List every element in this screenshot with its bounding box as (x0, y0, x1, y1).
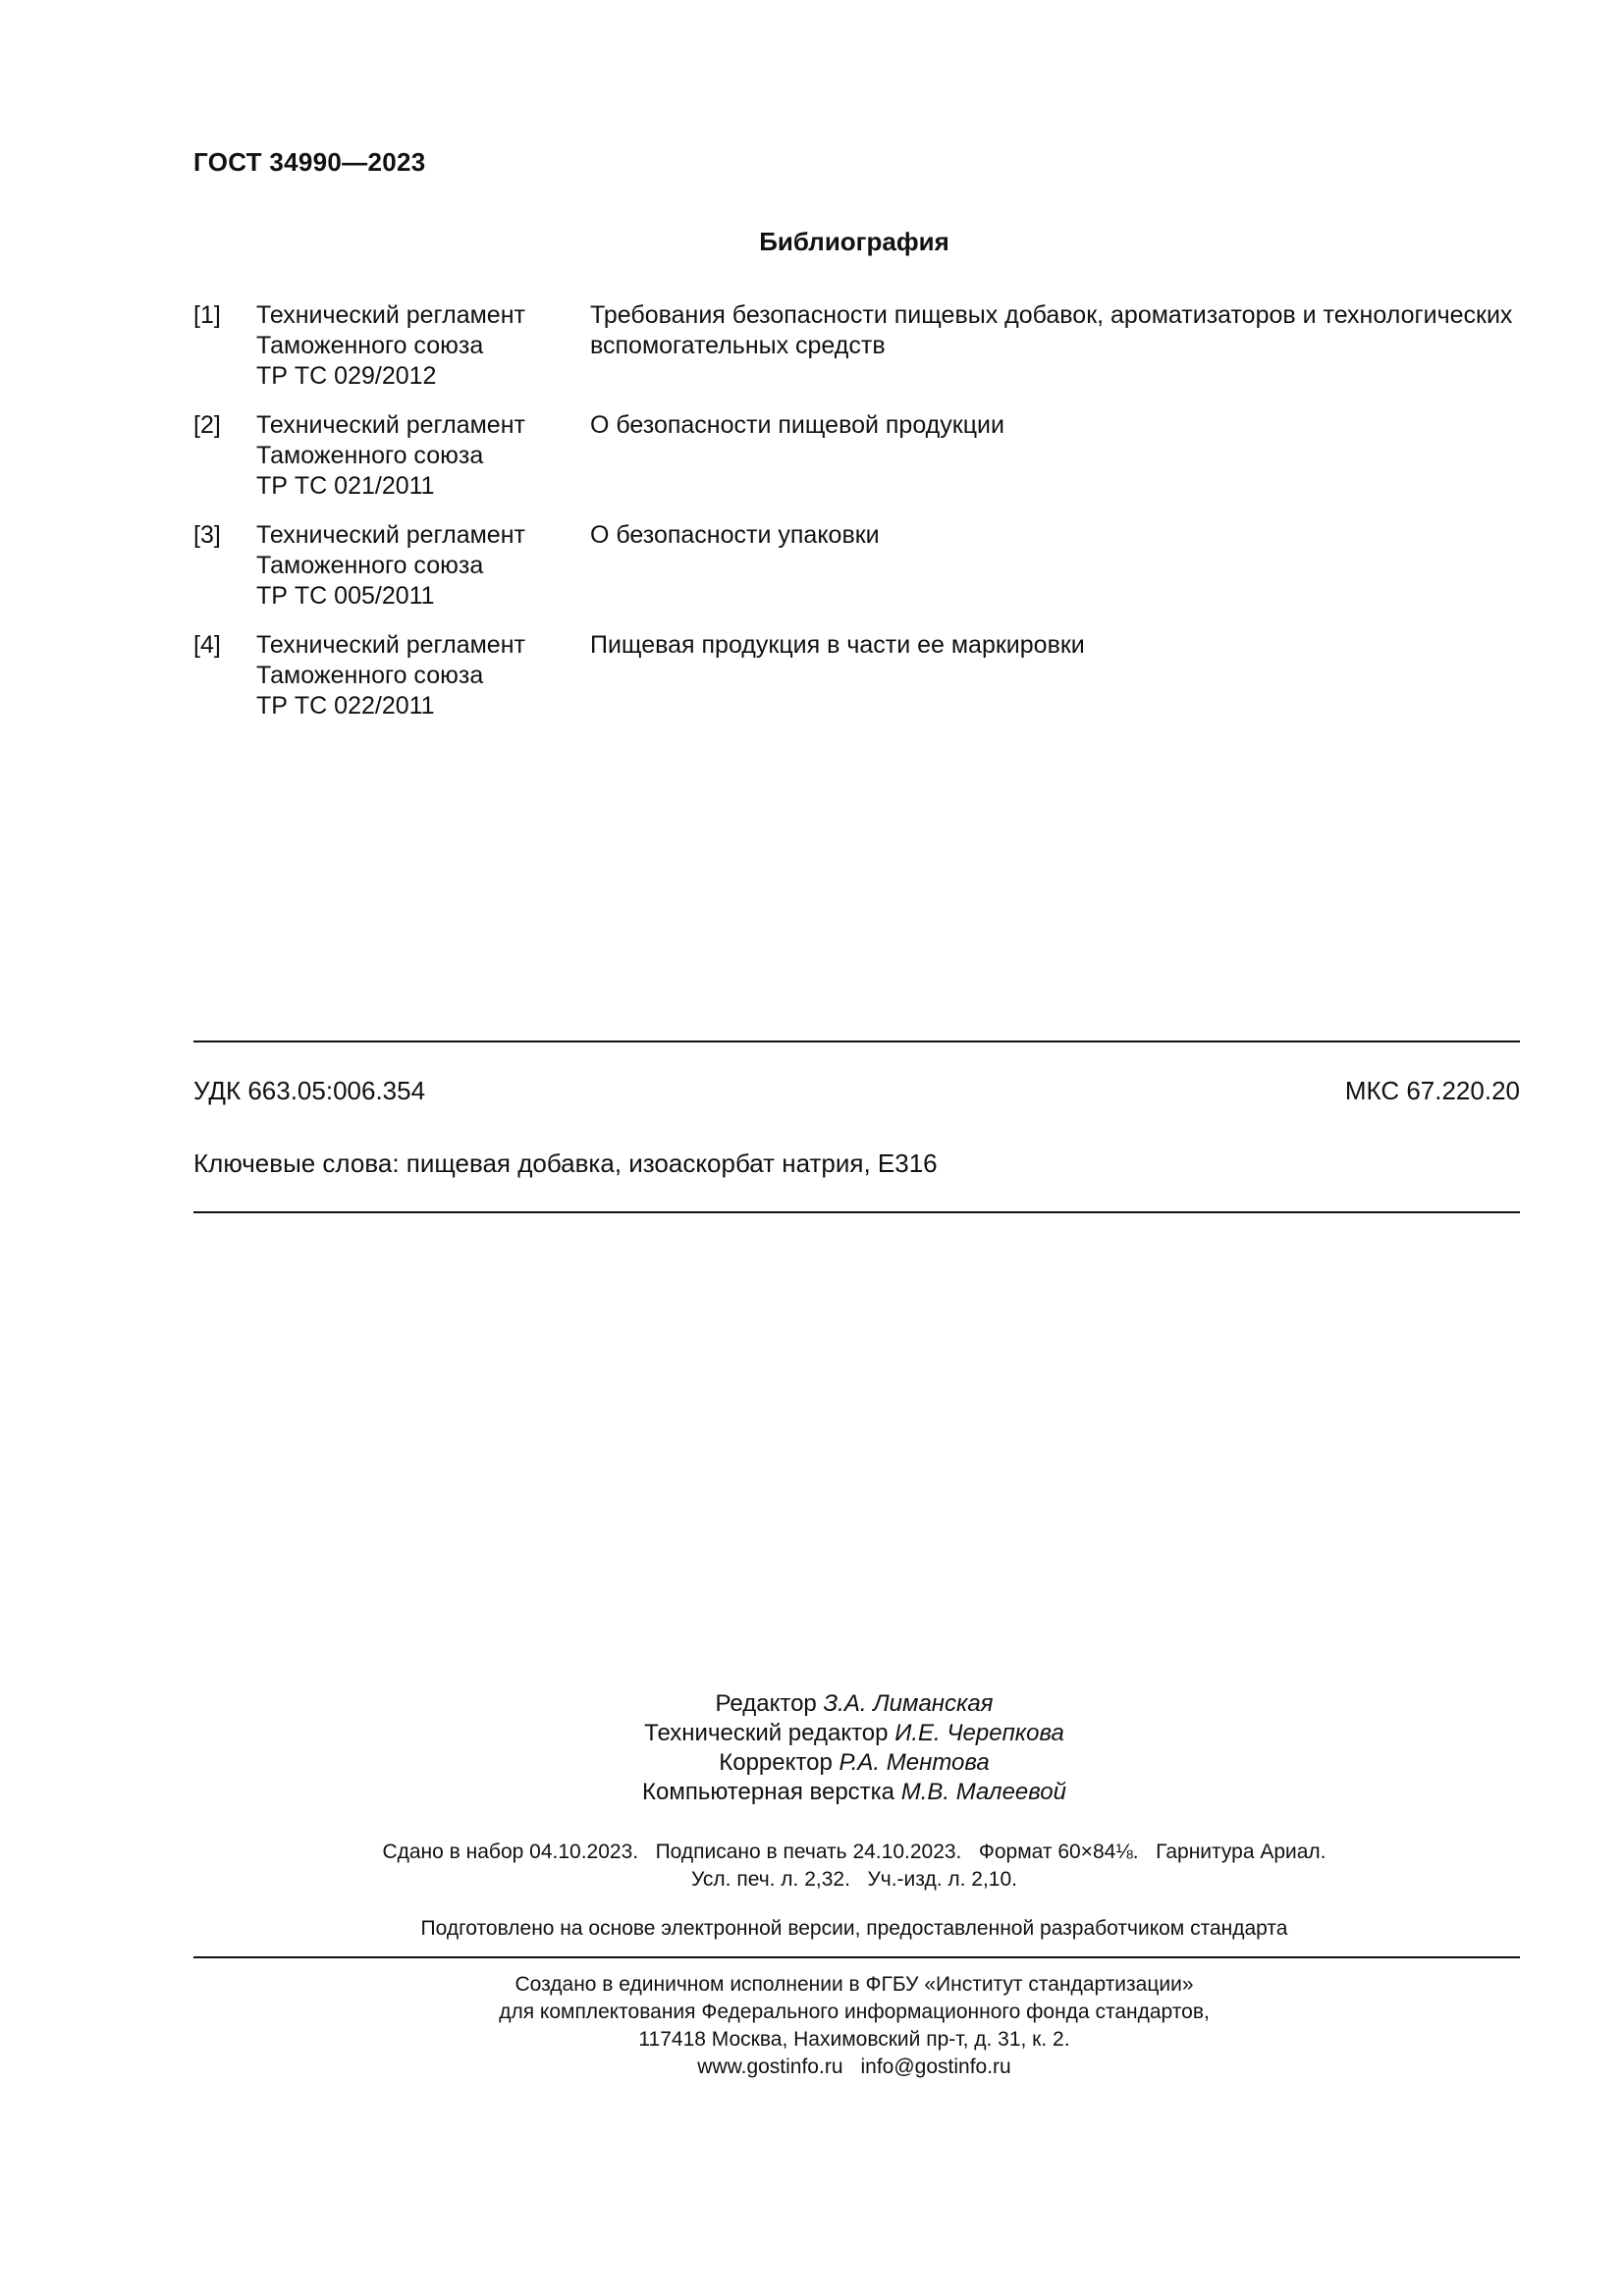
prepared-note: Подготовлено на основе электронной версии, предоставленной разработчиком стандарта (420, 1917, 1288, 1940)
credit-editor (0, 1689, 1624, 1719)
credit-role: Корректор (719, 1749, 833, 1776)
credit-role: Компьютерная верстка (642, 1779, 895, 1805)
publisher-block (0, 1971, 1624, 2081)
bibliography-entry (193, 300, 1519, 392)
entry-number: [1] (193, 301, 221, 329)
divider-rule-top (193, 1041, 1520, 1042)
credit-name: И.Е. Черепкова (894, 1720, 1064, 1746)
credit-name: З.А. Лиманская (823, 1690, 994, 1717)
entry-document (256, 520, 590, 612)
entry-doc-line: ТР ТС 005/2011 (256, 582, 435, 610)
entry-doc-line: ТР ТС 029/2012 (256, 362, 437, 390)
entry-document (256, 300, 590, 392)
entry-doc-line: Таможенного союза (256, 662, 484, 689)
entry-number: [3] (193, 521, 221, 549)
entry-doc-line: Таможенного союза (256, 442, 484, 469)
entry-doc-line: Технический регламент (256, 411, 525, 439)
udk-code: УДК 663.05:006.354 (193, 1076, 426, 1105)
bibliography-entry (193, 410, 1519, 502)
mks-code: МКС 67.220.20 (1344, 1076, 1520, 1105)
entry-number: [4] (193, 631, 221, 659)
entry-title: О безопасности пищевой продукции (590, 411, 1004, 439)
entry-doc-line: Таможенного союза (256, 552, 484, 579)
bibliography-entry (193, 520, 1519, 612)
publisher-line: Создано в единичном исполнении в ФГБУ «Институт стандартизации» (514, 1973, 1194, 1996)
publisher-line: для комплектования Федерального информационного фонда стандартов, (499, 2001, 1210, 2023)
keywords-line: Ключевые слова: пищевая добавка, изоаскорбат натрия, Е316 (193, 1148, 938, 1178)
print-info-line: Сдано в набор 04.10.2023. Подписано в печать 24.10.2023. Формат 60×84⅛. Гарнитура Ариал. (382, 1841, 1326, 1863)
publisher-contacts (0, 2054, 1624, 2081)
entry-doc-line: Таможенного союза (256, 332, 484, 359)
divider-rule-publisher (193, 1956, 1520, 1958)
credit-role: Технический редактор (644, 1720, 889, 1746)
entry-doc-line: Технический регламент (256, 301, 525, 329)
publisher-website-link[interactable]: www.gostinfo.ru (697, 2056, 843, 2078)
entry-doc-line: ТР ТС 021/2011 (256, 472, 435, 500)
credit-name: Р.А. Ментова (839, 1749, 990, 1776)
entry-document (256, 630, 590, 721)
credit-layout (0, 1778, 1624, 1807)
entry-number: [2] (193, 411, 221, 439)
bibliography-list (193, 300, 1519, 740)
bibliography-entry (193, 630, 1519, 721)
print-info-line: Усл. печ. л. 2,32. Уч.-изд. л. 2,10. (690, 1868, 1017, 1891)
entry-doc-line: Технический регламент (256, 521, 525, 549)
credits-block (0, 1689, 1624, 1807)
entry-title: Пищевая продукция в части ее маркировки (590, 631, 1085, 659)
entry-title: Требования безопасности пищевых добавок, ароматизаторов и технологических вспомогательных средств (590, 301, 1513, 359)
credit-corrector (0, 1748, 1624, 1778)
page-header-standard-id: ГОСТ 34990—2023 (193, 147, 426, 177)
credit-tech-editor (0, 1719, 1624, 1748)
credit-name: М.В. Малеевой (900, 1779, 1066, 1805)
entry-title: О безопасности упаковки (590, 521, 880, 549)
publisher-email-link[interactable]: info@gostinfo.ru (860, 2056, 1011, 2078)
divider-rule-keywords (193, 1211, 1520, 1213)
bibliography-title: Библиография (759, 227, 949, 256)
print-info-block (0, 1839, 1624, 1894)
publisher-address: 117418 Москва, Нахимовский пр-т, д. 31, к. 2. (638, 2028, 1070, 2051)
credit-role: Редактор (715, 1690, 817, 1717)
entry-document (256, 410, 590, 502)
entry-doc-line: ТР ТС 022/2011 (256, 692, 435, 720)
entry-doc-line: Технический регламент (256, 631, 525, 659)
